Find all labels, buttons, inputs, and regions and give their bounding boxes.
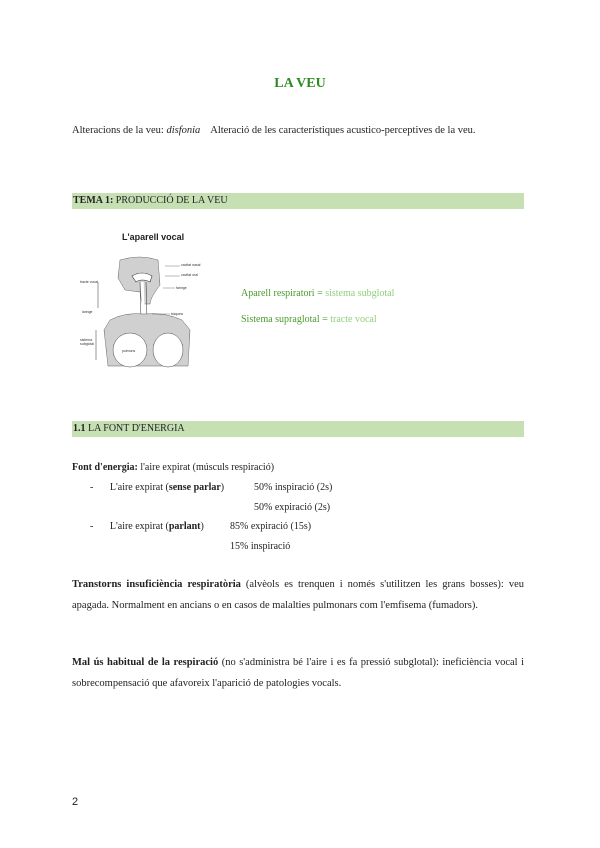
item-value: 85% expiració (15s) (230, 521, 312, 532)
para-bold: Transtorns insuficiència respiratòria (72, 579, 241, 590)
label-pulmons: pulmons (122, 349, 136, 353)
item-suffix: ) (220, 482, 225, 493)
legend-label: Aparell respiratori = (241, 288, 323, 299)
intro-term: disfonia (166, 125, 201, 136)
para-text: (no s'administra bé l'aire i es fa pressió subglotal): ineficiència vocal i sobrecompensació que afavoreix l'aparició de patologies vocals. (72, 657, 525, 689)
font-energia-text: l'aire expirat (músculs respiració) (140, 462, 275, 473)
intro-paragraph (72, 120, 524, 141)
list-dash: - (90, 482, 94, 493)
page-number: 2 (72, 796, 79, 808)
vocal-apparatus-diagram (80, 230, 215, 375)
para-bold: Mal ús habitual de la respiració (72, 657, 219, 668)
intro-lead: Alteracions de la veu: (72, 125, 164, 136)
legend-row-respiratori (241, 288, 394, 299)
legend-value: tracte vocal (330, 314, 377, 325)
font-energia-label: Font d'energia: (72, 462, 138, 473)
legend-value: sistema subglotal (325, 288, 395, 299)
item-bold: sense parlar (168, 482, 221, 493)
para-text: (alvèols es trenquen i només s'utilitzen les grans bosses): veu apagada. Normalment en ancians o en casos de malalties pulmonars com l'emfisema (fumadors). (72, 579, 524, 611)
label-cavitat-oral: cavitat oral (181, 273, 198, 277)
paragraph-mal-us (72, 652, 524, 694)
section-number: 1.1 (73, 423, 86, 434)
page-title: LA VEU (274, 76, 326, 91)
list-dash: - (90, 521, 94, 532)
label-laringe: laringe (82, 310, 93, 314)
item-prefix: L'aire expirat ( (109, 482, 169, 493)
item-suffix: ) (200, 521, 204, 532)
section-header-1-1 (72, 421, 524, 437)
item-value: 50% expiració (2s) (254, 502, 331, 513)
font-energia-line (72, 462, 274, 473)
item-value: 50% inspiració (2s) (254, 482, 333, 493)
intro-definition: Alteració de les característiques acustico-perceptives de la veu. (210, 125, 476, 136)
item-prefix: L'aire expirat ( (109, 521, 169, 532)
item-bold: parlant (168, 521, 201, 532)
figure-title: L'aparell vocal (122, 232, 185, 242)
section-header-tema1 (72, 193, 524, 209)
list-item (90, 521, 204, 532)
section-number: TEMA 1: (73, 195, 114, 206)
label-faringe: faringe (176, 286, 187, 290)
section-title: PRODUCCIÓ DE LA VEU (115, 195, 228, 206)
paragraph-transtorns (72, 574, 524, 616)
vocal-apparatus-figure (80, 230, 215, 375)
legend-row-supraglotal (241, 314, 377, 325)
label-sistema-subglotal: sistema subglotal (80, 338, 95, 346)
label-traquea: tràquea (171, 312, 183, 316)
label-cavitat-nasal: cavitat nasal (181, 263, 201, 267)
label-tracte-vocal: tracte vocal (80, 280, 98, 284)
section-title: LA FONT D'ENERGIA (88, 423, 185, 434)
list-item (90, 482, 224, 493)
item-value: 15% inspiració (230, 541, 291, 552)
legend-label: Sistema supraglotal = (241, 314, 328, 325)
